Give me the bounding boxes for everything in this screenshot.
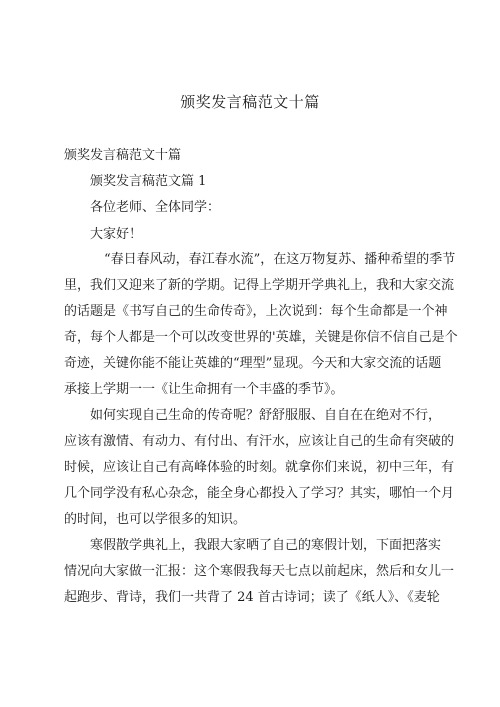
- paragraph-line: 里，我们又迎来了新的学期。记得上学期开学典礼上，我和大家交流: [64, 278, 455, 293]
- paragraph-line: “春日春风动，春江春水流”，在这万物复苏、播种希望的季节: [104, 252, 456, 267]
- paragraph-line: 应该有激情、有动力、有付出、有汗水，应该让自己的生命有突破的: [64, 434, 455, 449]
- paragraph-line: 时候，应该让自己有高峰体验的时刻。就拿你们来说，初中三年，有: [64, 460, 455, 475]
- document-title: 颁奖发言稿范文十篇: [180, 93, 320, 111]
- salutation: 各位老师、全体同学：: [90, 200, 221, 215]
- paragraph-line: 的时间，也可以学很多的知识。: [64, 512, 247, 527]
- paragraph-line: 情况向大家做一汇报：这个寒假我每天七点以前起床，然后和女儿一: [64, 564, 455, 579]
- paragraph-line: 奇，每个人都是一个可以改变世界的'英雄，关键是你信不信自己是个: [64, 330, 458, 345]
- section-title: 颁奖发言稿范文篇 1: [90, 174, 207, 189]
- paragraph-line: 起跑步、背诗，我们一共背了 24 首古诗词；读了《纸人》、《麦轮: [64, 590, 440, 605]
- paragraph-line: 寒假散学典礼上，我跟大家晒了自己的寒假计划，下面把落实: [90, 538, 442, 553]
- greeting: 大家好！: [90, 227, 143, 242]
- paragraph-line: 奇迹，关键你能不能让英雄的“理型”显现。今天和大家交流的话题: [64, 356, 442, 371]
- paragraph-line: 的话题是《书写自己的生命传奇》，上次说到：每个生命都是一个神: [64, 304, 448, 319]
- paragraph-line: 承接上学期一一《让生命拥有一个丰盛的季节》。: [64, 382, 344, 397]
- paragraph-line: 如何实现自己生命的传奇呢？舒舒服服、自自在在绝对不行，: [90, 408, 442, 423]
- paragraph-line: 几个同学没有私心杂念，能全身心都投入了学习？其实，哪怕一个月: [64, 486, 455, 501]
- subheading: 颁奖发言稿范文十篇: [64, 148, 182, 163]
